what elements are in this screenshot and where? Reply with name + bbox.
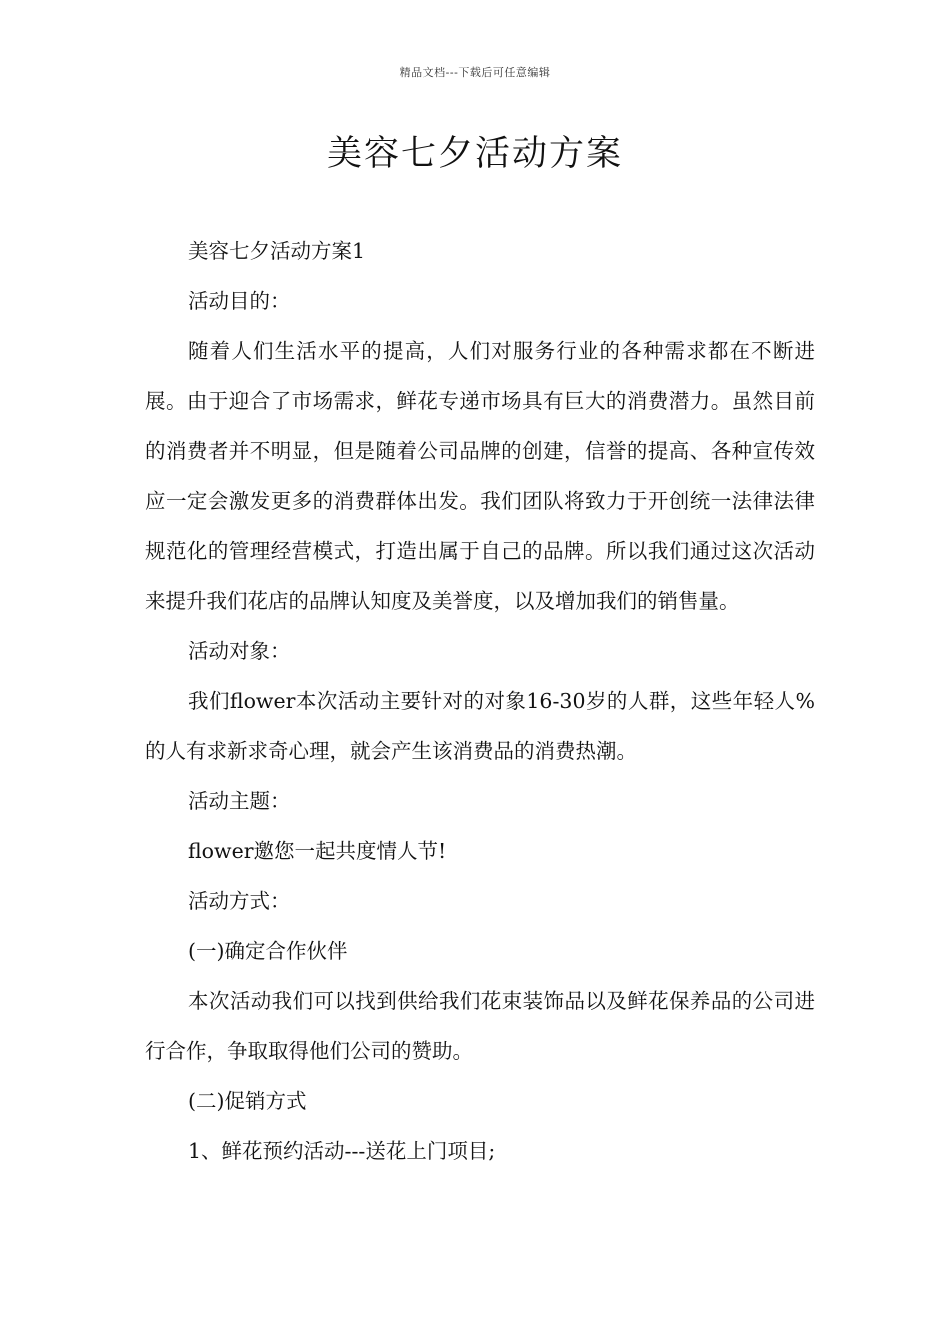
label-purpose: 活动目的： bbox=[188, 289, 291, 313]
list-item-promotion-1: 1、鲜花预约活动---送花上门项目; bbox=[188, 1139, 496, 1163]
subheading-promotion: (二)促销方式 bbox=[188, 1089, 307, 1113]
paragraph-purpose: 随着人们生活水平的提高，人们对服务行业的各种需求都在不断进展。由于迎合了市场需求，鲜花专递市场具有巨大的消费潜力。虽然目前的消费者并不明显，但是随着公司品牌的创建，信誉的提高、各种宣传效应一定会激发更多的消费群体出发。我们团队将致力于开创统一法律法律规范化的管理经营模式，打造出属于自己的品牌。所以我们通过这次活动来提升我们花店的品牌认知度及美誉度，以及增加我们的销售量。 bbox=[145, 339, 815, 613]
header-note: 精品文档---下载后可任意编辑 bbox=[399, 66, 551, 79]
subheading-partners: (一)确定合作伙伴 bbox=[188, 939, 348, 963]
document-body bbox=[145, 226, 815, 1176]
paragraph-audience: 我们flower本次活动主要针对的对象16-30岁的人群，这些年轻人%的人有求新求奇心理，就会产生该消费品的消费热潮。 bbox=[145, 689, 815, 763]
paragraph-theme: flower邀您一起共度情人节! bbox=[188, 839, 447, 863]
paragraph-partners: 本次活动我们可以找到供给我们花束装饰品以及鲜花保养品的公司进行合作，争取取得他们公司的赞助。 bbox=[145, 989, 815, 1063]
document-title: 美容七夕活动方案 bbox=[326, 134, 623, 174]
label-theme: 活动主题： bbox=[188, 789, 291, 813]
label-audience: 活动对象： bbox=[188, 639, 291, 663]
label-method: 活动方式： bbox=[188, 889, 291, 913]
section-heading: 美容七夕活动方案1 bbox=[188, 239, 366, 263]
